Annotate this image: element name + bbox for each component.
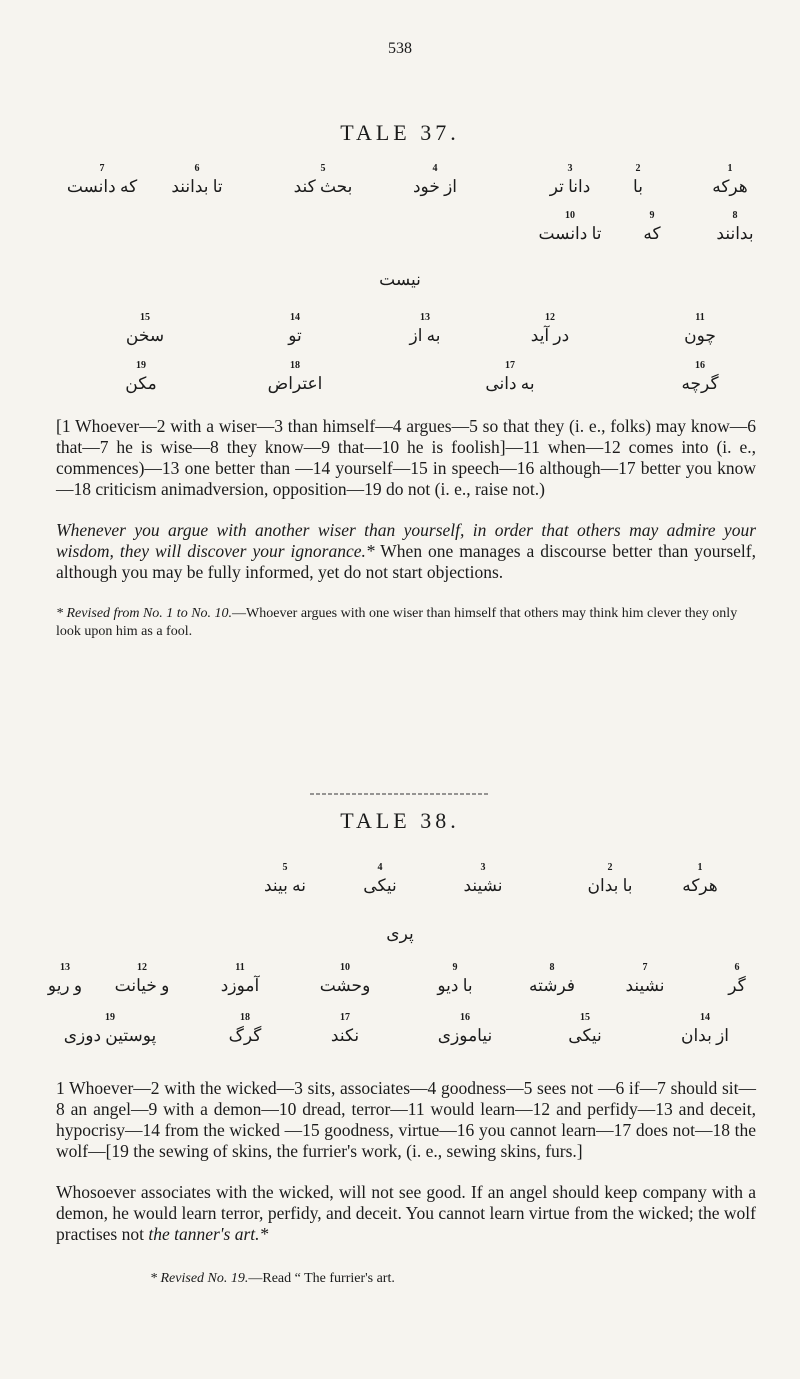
tale-37-translation-rest: When one manages a discourse better than yourself, although you may be fully informed, yet do not start objections. [56,541,756,582]
persian-word: 18 اعتراض [267,360,323,393]
persian-word: 17 به دانی [485,360,535,393]
persian-word: 19 پوستین دوزی [63,1012,157,1045]
persian-word: 14 از بدان [680,1012,730,1045]
tale-37-footnote [56,605,756,641]
persian-word: 10 تا دانست [538,210,602,243]
tale-38-footnote-text: —Read “ The furrier's art. [248,1271,395,1286]
persian-word: 9 با دیو [437,962,473,995]
persian-center-word: نیست [379,270,421,289]
tale-37-title: TALE 37. [340,120,460,145]
persian-word: 5 نه بیند [263,862,306,895]
tale-38-translation-main: Whosoever associates with the wicked, will not see good. If an angel should keep company with a demon, he would learn terror, perfidy, and deceit. You cannot learn virtue from the wicked; the wolf practises not [56,1182,756,1244]
tale-38-translation [56,1182,756,1245]
persian-word: 17 نکند [330,1012,360,1045]
persian-word: 7 که دانست [66,163,138,196]
persian-word: 18 گرگ [228,1012,262,1045]
tale-38-translation-italic: the tanner's art.* [148,1224,269,1244]
persian-word: 7 نشیند [625,962,665,995]
tale-37-footnote-label: * Revised from No. 1 to No. 10. [56,606,233,621]
tale-37-translation [56,520,756,583]
persian-word: 13 و ریو [47,962,83,995]
persian-word: 11 آموزد [220,962,260,995]
persian-word: 12 و خیانت [114,962,170,995]
persian-word: 4 از خود [412,163,458,196]
persian-word: 11 چون [684,312,716,345]
tale-37-translation-italic: Whenever you argue with another wiser than yourself, in order that others may admire your wisdom, they will discover your ignorance.* [56,520,756,561]
tale-37-glossary: [1 Whoever—2 with a wiser—3 than himself—4 argues—5 so that they (i. e., folks) may know—6 that—7 he is wise—8 they know—9 that—10 he is foolish]—11 when—12 comes into (i. e., commences)—13 one better than —14 yourself—15 in speech—16 although—17 better you know—18 criticism animadversion, opposition—19 do not (i. e., raise not.) [56,416,756,499]
persian-word: 9 که [643,210,661,243]
persian-word: 14 تو [288,312,302,345]
tale-38-footnote [150,1270,710,1288]
persian-word: 6 تا بدانند [171,163,223,196]
tale-38-footnote-label: * Revised No. 19. [150,1271,249,1286]
persian-word: 1 هرکه [712,163,748,196]
persian-word: 8 فرشته [529,962,575,995]
tale-38-title: TALE 38. [340,808,460,833]
persian-word: 13 به از [409,312,441,345]
persian-word: 16 نیاموزی [437,1012,493,1045]
persian-word: 19 مکن [125,360,157,393]
section-divider [310,793,490,795]
persian-word: 3 دانا تر [549,163,591,196]
persian-word: 1 هرکه [682,862,718,895]
persian-word: 6 گر [728,962,746,995]
persian-word: 5 بحث کند [293,163,353,196]
persian-word: 2 با [633,163,643,196]
persian-word: 15 نیکی [568,1012,602,1045]
persian-word: 12 در آید [530,312,570,345]
page-number: 538 [388,40,412,57]
persian-word: 4 نیکی [363,862,397,895]
persian-word: 3 نشیند [463,862,503,895]
tale-38-glossary: 1 Whoever—2 with the wicked—3 sits, associates—4 goodness—5 sees not —6 if—7 should sit—8 an angel—9 with a demon—10 dread, terror—11 would learn—12 and perfidy—13 and deceit, hypocrisy—14 from the wicked —15 goodness, virtue—16 you cannot learn—17 does not—18 the wolf—[19 the sewing of skins, the furrier's work, (i. e., sewing skins, furs.] [56,1078,756,1161]
persian-word: 8 بدانند [716,210,754,243]
persian-word: 10 وحشت [319,962,371,995]
persian-center-word: پری [386,924,414,943]
tale-37-footnote-text: —Whoever argues with one wiser than himself that others may think him clever they only look upon him as a fool. [56,606,738,639]
persian-word: 15 سخن [125,312,165,345]
persian-word: 16 گرچه [681,360,719,393]
persian-word: 2 با بدان [587,862,633,895]
